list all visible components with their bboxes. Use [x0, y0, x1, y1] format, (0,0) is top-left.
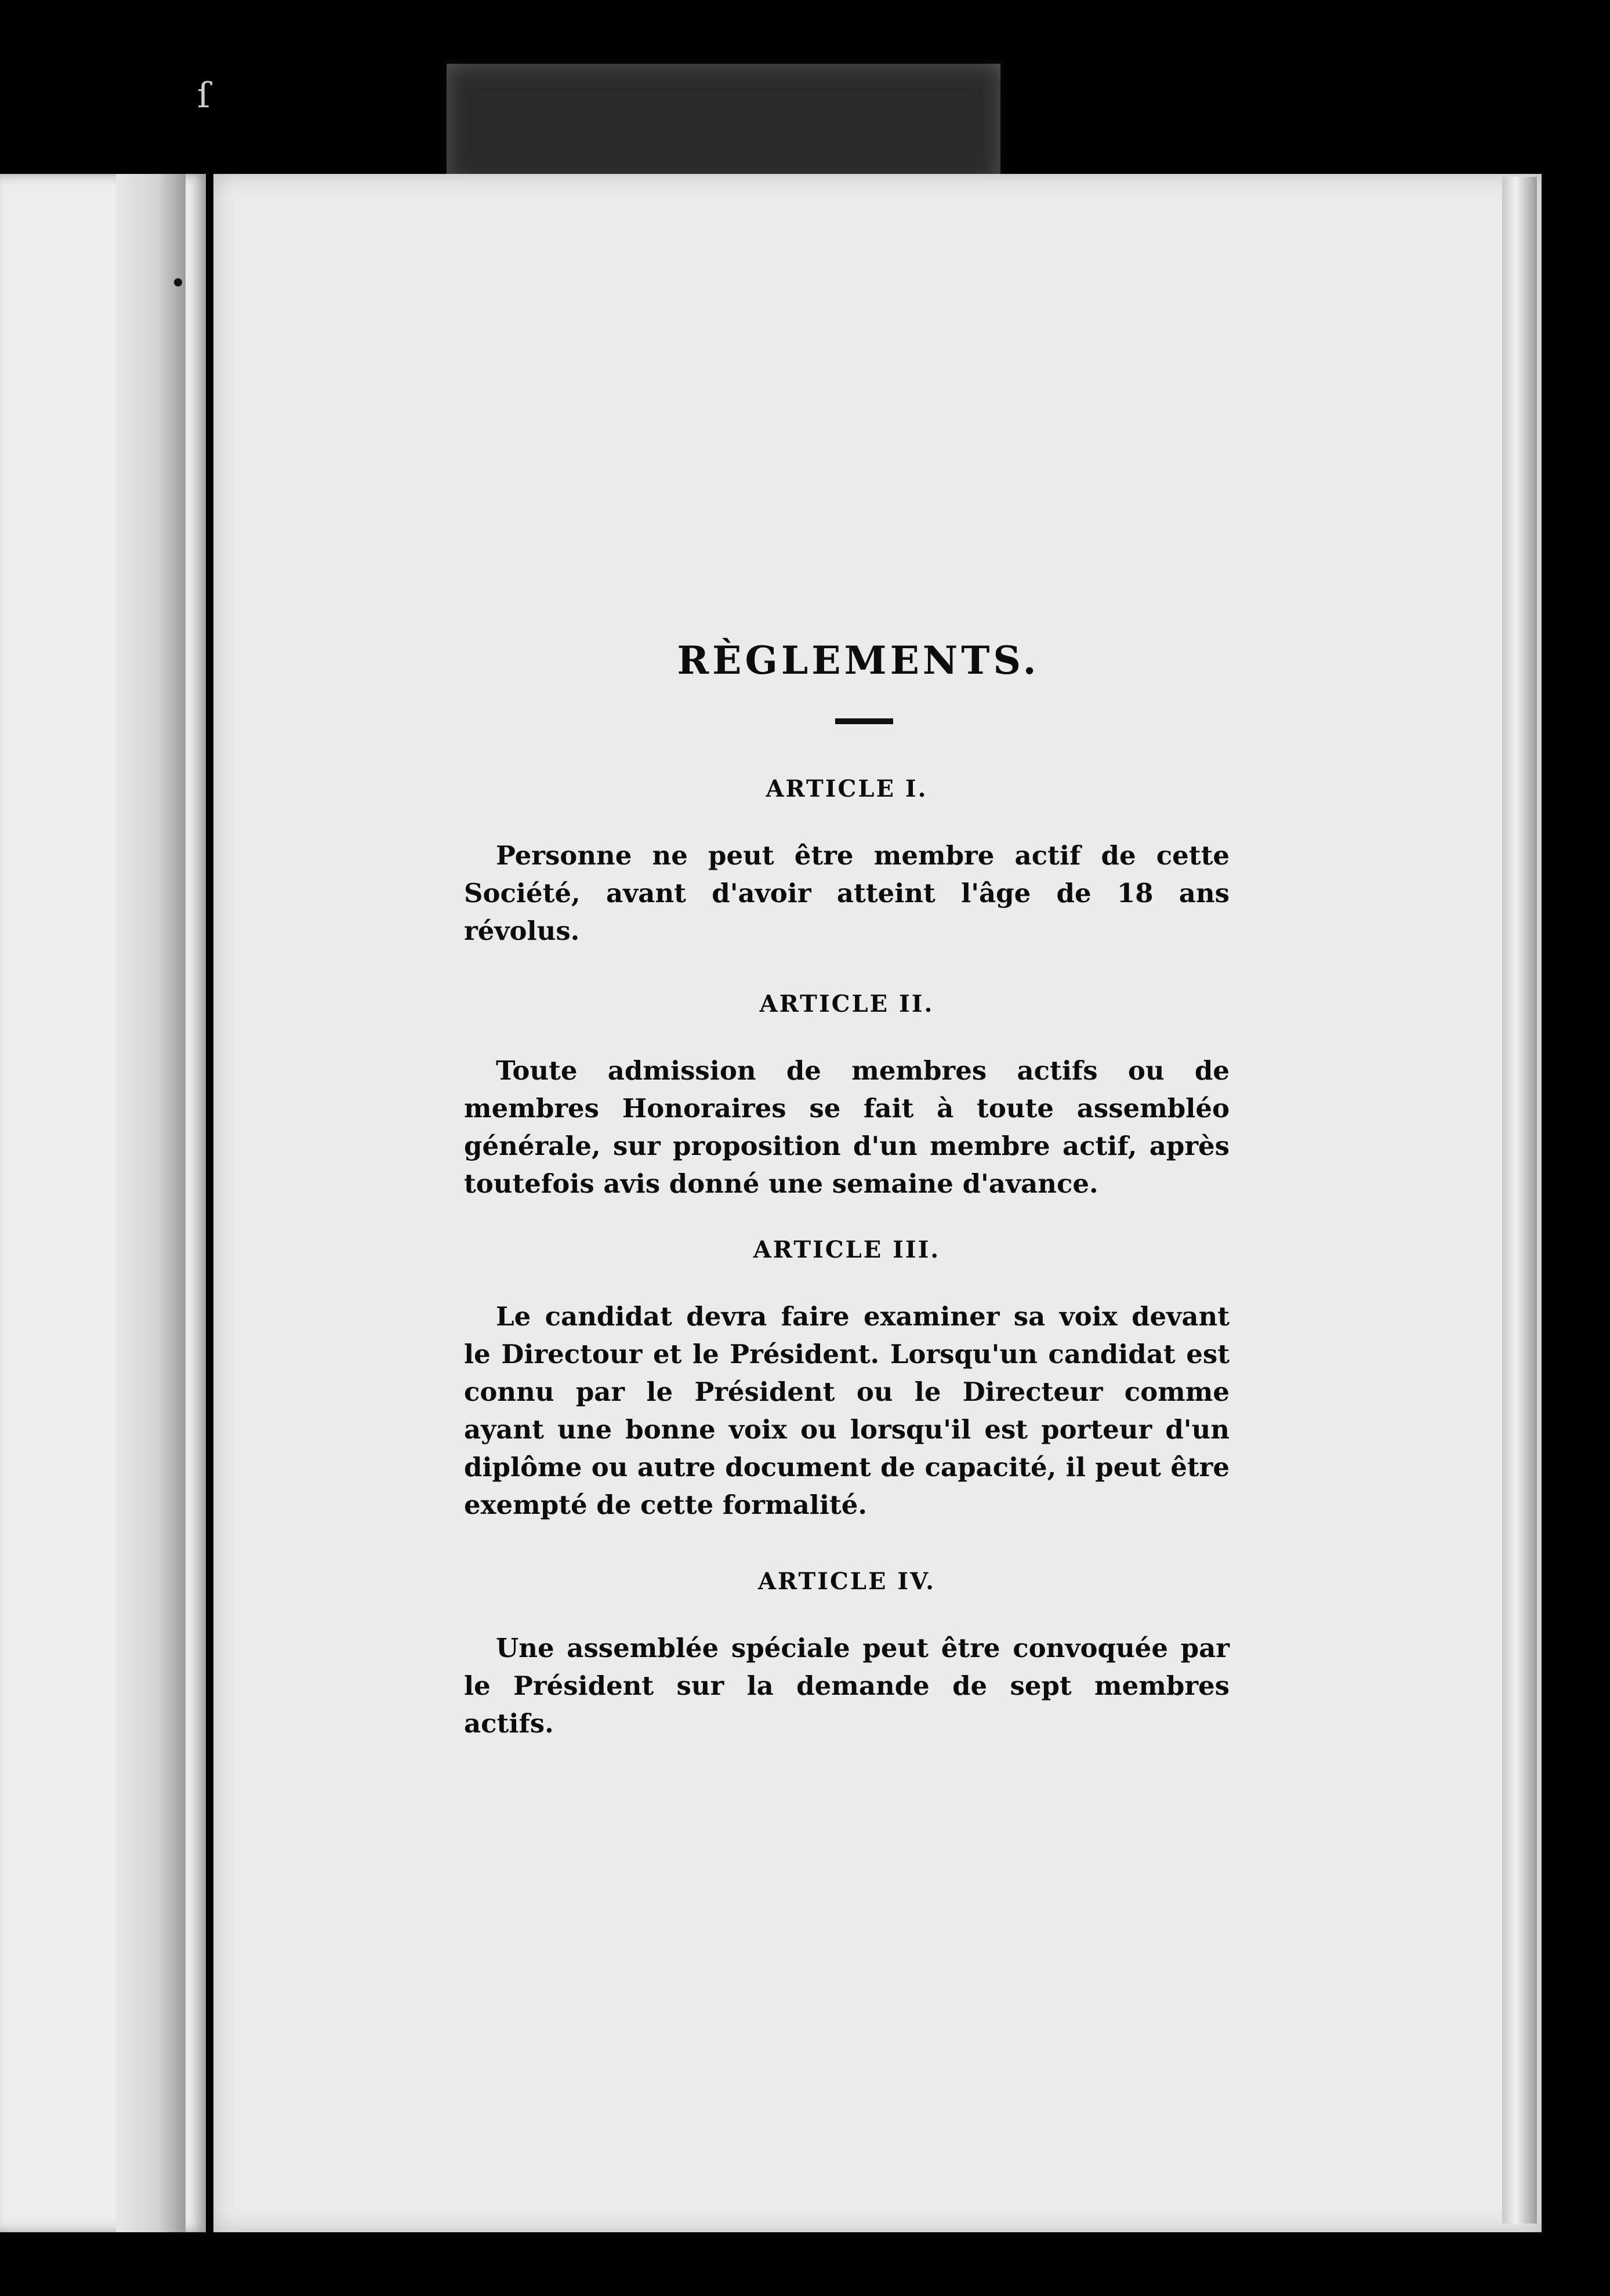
article-heading: ARTICLE II.: [759, 990, 934, 1018]
title-rule: [835, 718, 893, 724]
left-facing-page: [0, 174, 206, 2232]
article-body: Une assemblée spéciale peut être convoquée par le Président sur la demande de sept membres actifs.: [464, 1633, 1230, 1739]
article-1: [464, 775, 1230, 950]
page-edge: [1502, 177, 1537, 2224]
article-4: [464, 1568, 1230, 1742]
article-body: Toute admission de membres actifs ou de membres Honoraires se fait à toute assembléo générale, sur proposition d'un membre actif, après toutefois avis donné une semaine d'avance.: [464, 1055, 1230, 1200]
corner-mark: ſ: [197, 75, 211, 116]
article-body: Personne ne peut être membre actif de cette Société, avant d'avoir atteint l'âge de 18 ans révolus.: [464, 840, 1230, 947]
article-heading: ARTICLE IV.: [757, 1568, 936, 1596]
article-heading: ARTICLE I.: [766, 775, 928, 803]
article-heading: ARTICLE III.: [753, 1236, 941, 1264]
scan-top-tab: [447, 64, 1000, 186]
article-body: Le candidat devra faire examiner sa voix devant le Directour et le Président. Lorsqu'un candidat est connu par le Président ou le Directeur comme ayant une bonne voix ou lorsqu'il est porteur d'un diplôme ou autre document de capacité, il peut être exempté de cette formalité.: [464, 1301, 1230, 1521]
page-content: [464, 638, 1230, 1742]
page-title: RÈGLEMENTS.: [677, 638, 1040, 683]
scan-speck: [174, 278, 182, 286]
article-2: [464, 990, 1230, 1203]
article-3: [464, 1236, 1230, 1524]
